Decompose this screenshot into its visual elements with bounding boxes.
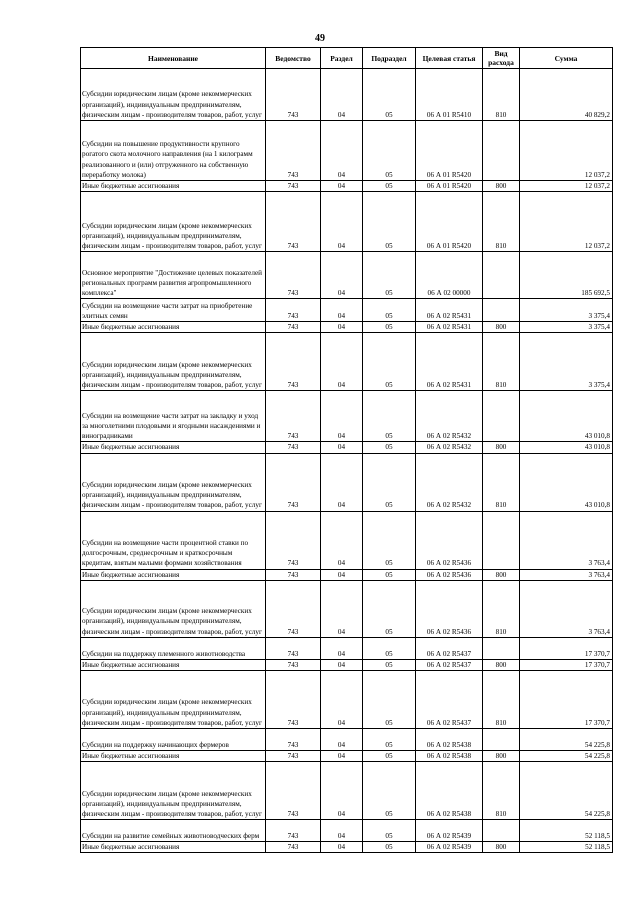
- row-name: Иные бюджетные ассигнования: [81, 751, 266, 762]
- page-number: 49: [315, 33, 325, 44]
- row-name: Субсидии юридическим лицам (кроме некоммерческих организаций), индивидуальным предпринимателям, физическим лицам - производителям товаров, работ, услуг: [81, 69, 266, 121]
- row-department: 743: [266, 252, 321, 299]
- row-amount: 40 829,2: [520, 69, 613, 121]
- row-name: Субсидии юридическим лицам (кроме некоммерческих организаций), индивидуальным предпринимателям, физическим лицам - производителям товаров, работ, услуг: [81, 762, 266, 820]
- row-name: Иные бюджетные ассигнования: [81, 659, 266, 670]
- table-row: [81, 637, 613, 659]
- row-target-article: 06 А 02 R5432: [416, 442, 483, 453]
- row-subsection: 05: [363, 729, 416, 751]
- table-row: [81, 671, 613, 729]
- row-subsection: 05: [363, 192, 416, 252]
- row-subsection: 05: [363, 751, 416, 762]
- row-expense-type: [483, 511, 520, 569]
- row-target-article: 06 А 02 R5438: [416, 762, 483, 820]
- row-section: 04: [321, 121, 363, 181]
- row-department: 743: [266, 322, 321, 333]
- header-name: Наименование: [81, 48, 266, 69]
- row-subsection: 05: [363, 820, 416, 842]
- row-department: 743: [266, 842, 321, 853]
- row-department: 743: [266, 181, 321, 192]
- row-name: Субсидии на повышение продуктивности крупного рогатого скота молочного направления (на 1 килограмм реализованного и (или) отгруженного на собственную переработку молока): [81, 121, 266, 181]
- row-amount: 43 010,8: [520, 391, 613, 442]
- header-expense-type: Вид расхода: [483, 48, 520, 69]
- table-row: [81, 252, 613, 299]
- row-department: 743: [266, 453, 321, 511]
- row-name: Иные бюджетные ассигнования: [81, 842, 266, 853]
- row-section: 04: [321, 729, 363, 751]
- row-target-article: 06 А 01 R5420: [416, 121, 483, 181]
- row-expense-type: 810: [483, 453, 520, 511]
- row-department: 743: [266, 333, 321, 391]
- row-department: 743: [266, 659, 321, 670]
- row-expense-type: 810: [483, 762, 520, 820]
- row-name: Субсидии юридическим лицам (кроме некоммерческих организаций), индивидуальным предпринимателям, физическим лицам - производителям товаров, работ, услуг: [81, 671, 266, 729]
- row-section: 04: [321, 69, 363, 121]
- row-department: 743: [266, 192, 321, 252]
- row-section: 04: [321, 820, 363, 842]
- row-expense-type: 800: [483, 442, 520, 453]
- row-expense-type: 800: [483, 659, 520, 670]
- row-amount: 185 692,5: [520, 252, 613, 299]
- row-amount: 17 370,7: [520, 659, 613, 670]
- row-target-article: 06 А 01 R5410: [416, 69, 483, 121]
- row-amount: 3 375,4: [520, 299, 613, 322]
- row-section: 04: [321, 671, 363, 729]
- row-target-article: 06 А 02 R5432: [416, 391, 483, 442]
- row-expense-type: 800: [483, 842, 520, 853]
- row-amount: 17 370,7: [520, 671, 613, 729]
- table-header-row: [81, 48, 613, 69]
- row-subsection: 05: [363, 121, 416, 181]
- row-section: 04: [321, 511, 363, 569]
- row-amount: 3 763,4: [520, 511, 613, 569]
- row-section: 04: [321, 762, 363, 820]
- row-section: 04: [321, 333, 363, 391]
- row-name: Субсидии юридическим лицам (кроме некоммерческих организаций), индивидуальным предпринимателям, физическим лицам - производителям товаров, работ, услуг: [81, 580, 266, 637]
- row-target-article: 06 А 02 R5432: [416, 453, 483, 511]
- row-target-article: 06 А 02 R5439: [416, 820, 483, 842]
- table-row: [81, 391, 613, 442]
- row-section: 04: [321, 659, 363, 670]
- row-department: 743: [266, 569, 321, 580]
- row-subsection: 05: [363, 322, 416, 333]
- row-subsection: 05: [363, 442, 416, 453]
- header-department: Ведомство: [266, 48, 321, 69]
- row-subsection: 05: [363, 580, 416, 637]
- row-name: Субсидии на возмещение части затрат на закладку и уход за многолетними плодовыми и ягодными насаждениями и виноградниками: [81, 391, 266, 442]
- row-department: 743: [266, 299, 321, 322]
- table-body: [81, 69, 613, 853]
- row-name: Иные бюджетные ассигнования: [81, 569, 266, 580]
- row-section: 04: [321, 453, 363, 511]
- row-section: 04: [321, 391, 363, 442]
- table-row: [81, 299, 613, 322]
- row-section: 04: [321, 751, 363, 762]
- row-amount: 3 375,4: [520, 322, 613, 333]
- table-row: [81, 181, 613, 192]
- row-subsection: 05: [363, 391, 416, 442]
- row-name: Субсидии на возмещение части процентной ставки по долгосрочным, среднесрочным и краткосрочным кредитам, взятым малыми формами хозяйствования: [81, 511, 266, 569]
- row-department: 743: [266, 671, 321, 729]
- row-department: 743: [266, 69, 321, 121]
- table-row: [81, 751, 613, 762]
- row-department: 743: [266, 121, 321, 181]
- table-row: [81, 729, 613, 751]
- row-subsection: 05: [363, 842, 416, 853]
- row-target-article: 06 А 02 R5437: [416, 637, 483, 659]
- table-row: [81, 569, 613, 580]
- table-row: [81, 453, 613, 511]
- row-expense-type: 810: [483, 333, 520, 391]
- row-amount: 3 763,4: [520, 580, 613, 637]
- row-amount: 17 370,7: [520, 637, 613, 659]
- row-target-article: 06 А 02 00000: [416, 252, 483, 299]
- row-target-article: 06 А 02 R5437: [416, 671, 483, 729]
- row-target-article: 06 А 02 R5431: [416, 299, 483, 322]
- row-section: 04: [321, 252, 363, 299]
- row-subsection: 05: [363, 333, 416, 391]
- row-subsection: 05: [363, 299, 416, 322]
- row-department: 743: [266, 580, 321, 637]
- table-row: [81, 333, 613, 391]
- row-name: Иные бюджетные ассигнования: [81, 181, 266, 192]
- row-section: 04: [321, 442, 363, 453]
- row-expense-type: 810: [483, 671, 520, 729]
- row-target-article: 06 А 02 R5436: [416, 511, 483, 569]
- table-row: [81, 322, 613, 333]
- row-expense-type: [483, 820, 520, 842]
- row-target-article: 06 А 02 R5438: [416, 729, 483, 751]
- row-subsection: 05: [363, 637, 416, 659]
- row-section: 04: [321, 842, 363, 853]
- row-expense-type: [483, 252, 520, 299]
- row-department: 743: [266, 751, 321, 762]
- row-name: Основное мероприятие "Достижение целевых показателей региональных программ развития агропромышленного комплекса": [81, 252, 266, 299]
- row-department: 743: [266, 391, 321, 442]
- row-amount: 12 037,2: [520, 181, 613, 192]
- row-subsection: 05: [363, 762, 416, 820]
- row-target-article: 06 А 01 R5420: [416, 181, 483, 192]
- row-name: Субсидии на поддержку племенного животноводства: [81, 637, 266, 659]
- row-department: 743: [266, 511, 321, 569]
- row-amount: 3 763,4: [520, 569, 613, 580]
- row-subsection: 05: [363, 252, 416, 299]
- table-row: [81, 69, 613, 121]
- row-expense-type: 800: [483, 322, 520, 333]
- row-target-article: 06 А 02 R5436: [416, 580, 483, 637]
- row-target-article: 06 А 02 R5431: [416, 322, 483, 333]
- row-name: Субсидии на развитие семейных животноводческих ферм: [81, 820, 266, 842]
- table-row: [81, 842, 613, 853]
- row-amount: 12 037,2: [520, 121, 613, 181]
- row-expense-type: 810: [483, 580, 520, 637]
- row-department: 743: [266, 637, 321, 659]
- row-target-article: 06 А 02 R5439: [416, 842, 483, 853]
- table-row: [81, 820, 613, 842]
- row-name: Субсидии юридическим лицам (кроме некоммерческих организаций), индивидуальным предпринимателям, физическим лицам - производителям товаров, работ, услуг: [81, 333, 266, 391]
- row-amount: 54 225,8: [520, 751, 613, 762]
- row-name: Субсидии на возмещение части затрат на приобретение элитных семян: [81, 299, 266, 322]
- row-department: 743: [266, 442, 321, 453]
- table-row: [81, 442, 613, 453]
- row-target-article: 06 А 02 R5438: [416, 751, 483, 762]
- header-section: Раздел: [321, 48, 363, 69]
- header-amount: Сумма: [520, 48, 613, 69]
- row-expense-type: 800: [483, 751, 520, 762]
- row-subsection: 05: [363, 511, 416, 569]
- row-subsection: 05: [363, 69, 416, 121]
- row-name: Субсидии юридическим лицам (кроме некоммерческих организаций), индивидуальным предпринимателям, физическим лицам - производителям товаров, работ, услуг: [81, 453, 266, 511]
- row-amount: 43 010,8: [520, 453, 613, 511]
- table-row: [81, 580, 613, 637]
- budget-table: [80, 47, 613, 853]
- row-target-article: 06 А 02 R5437: [416, 659, 483, 670]
- row-subsection: 05: [363, 569, 416, 580]
- row-section: 04: [321, 637, 363, 659]
- row-subsection: 05: [363, 181, 416, 192]
- row-expense-type: [483, 391, 520, 442]
- row-expense-type: [483, 637, 520, 659]
- row-section: 04: [321, 569, 363, 580]
- row-subsection: 05: [363, 453, 416, 511]
- row-name: Иные бюджетные ассигнования: [81, 442, 266, 453]
- row-department: 743: [266, 729, 321, 751]
- row-expense-type: [483, 121, 520, 181]
- row-target-article: 06 А 02 R5431: [416, 333, 483, 391]
- row-amount: 54 225,8: [520, 762, 613, 820]
- table-row: [81, 121, 613, 181]
- row-expense-type: 800: [483, 569, 520, 580]
- row-name: Субсидии юридическим лицам (кроме некоммерческих организаций), индивидуальным предпринимателям, физическим лицам - производителям товаров, работ, услуг: [81, 192, 266, 252]
- row-expense-type: [483, 729, 520, 751]
- row-amount: 12 037,2: [520, 192, 613, 252]
- row-amount: 52 118,5: [520, 820, 613, 842]
- row-section: 04: [321, 322, 363, 333]
- row-expense-type: 810: [483, 69, 520, 121]
- row-expense-type: 810: [483, 192, 520, 252]
- table-row: [81, 511, 613, 569]
- row-amount: 3 375,4: [520, 333, 613, 391]
- row-amount: 52 118,5: [520, 842, 613, 853]
- row-section: 04: [321, 192, 363, 252]
- row-expense-type: 800: [483, 181, 520, 192]
- table-row: [81, 762, 613, 820]
- row-section: 04: [321, 299, 363, 322]
- table-row: [81, 192, 613, 252]
- row-department: 743: [266, 762, 321, 820]
- table-row: [81, 659, 613, 670]
- row-department: 743: [266, 820, 321, 842]
- row-target-article: 06 А 02 R5436: [416, 569, 483, 580]
- row-expense-type: [483, 299, 520, 322]
- header-target-article: Целевая статья: [416, 48, 483, 69]
- row-name: Иные бюджетные ассигнования: [81, 322, 266, 333]
- row-name: Субсидии на поддержку начинающих фермеров: [81, 729, 266, 751]
- header-subsection: Подраздел: [363, 48, 416, 69]
- row-amount: 54 225,8: [520, 729, 613, 751]
- row-subsection: 05: [363, 659, 416, 670]
- row-target-article: 06 А 01 R5420: [416, 192, 483, 252]
- row-section: 04: [321, 580, 363, 637]
- row-amount: 43 010,8: [520, 442, 613, 453]
- row-section: 04: [321, 181, 363, 192]
- row-subsection: 05: [363, 671, 416, 729]
